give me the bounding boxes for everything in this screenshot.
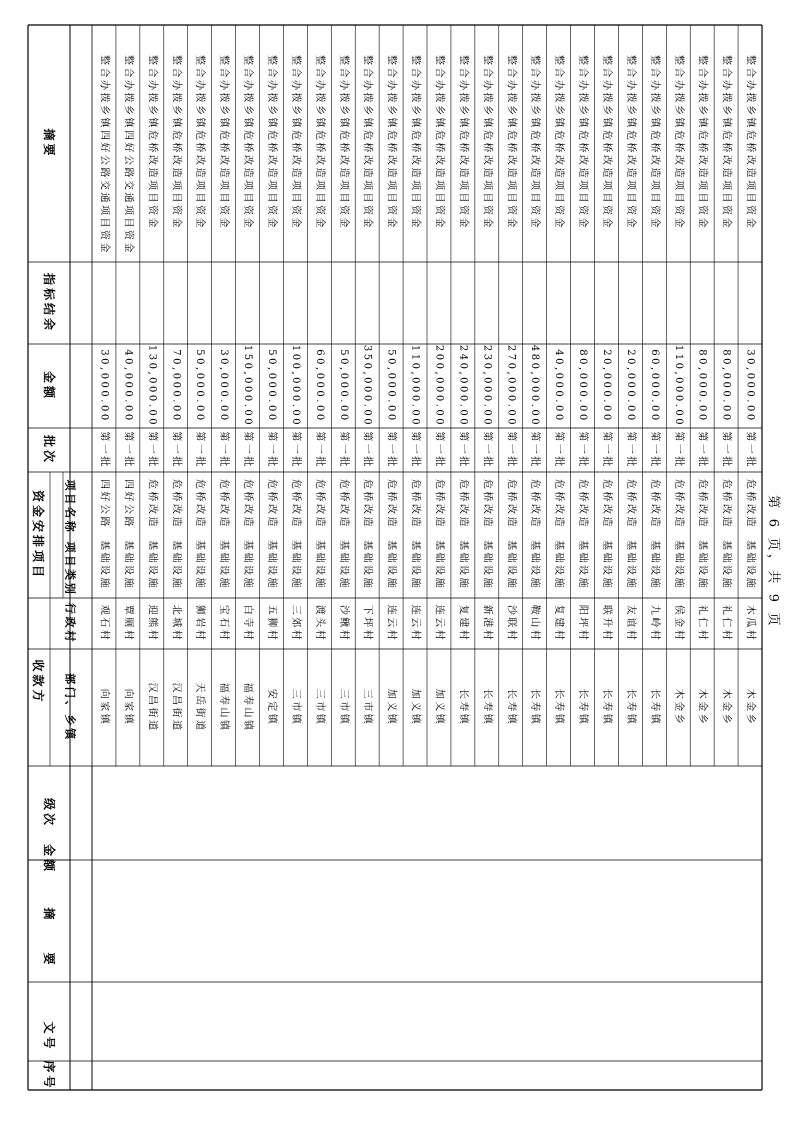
row-dept: 长寿镇 [577,688,589,727]
row-amount: 30,000.00 [98,349,110,423]
row-dept: 三市镇 [289,688,301,727]
header-project-type: 项目类别 [63,541,77,597]
row-project-name: 危桥改造 [529,479,541,529]
row-summary: 整合办拨乡镇危桥改造项目资金 [337,55,349,230]
row-project-type: 基础设施 [361,540,373,590]
row-amount: 40,000.00 [122,349,134,423]
row-amount: 70,000.00 [170,349,182,423]
row-amount: 80,000.00 [696,349,708,423]
row-project-name: 危桥改造 [194,479,206,529]
row-summary: 整合办拨乡镇危桥改造项目资金 [313,55,325,230]
row-batch: 第一批 [624,431,636,469]
row-dept: 加义镇 [385,688,397,727]
row-project-name: 危桥改造 [146,479,158,529]
row-village: 沙联村 [505,604,517,643]
row-amount: 20,000.00 [624,349,636,423]
row-project-name: 危桥改造 [648,479,660,529]
row-village: 连云村 [385,604,397,643]
row-dept: 木金乡 [696,688,708,727]
row-village: 九岭村 [648,604,660,643]
row-batch: 第一批 [553,431,565,469]
row-village: 渡头村 [313,604,325,643]
row-dept: 木金乡 [744,688,756,727]
row-village: 迎熊村 [146,604,158,643]
row-village: 沙鳅村 [337,604,349,643]
row-village: 礼仁村 [720,604,732,643]
row-summary: 整合办拨乡镇危桥改造项目资金 [744,55,756,230]
row-project-name: 危桥改造 [170,479,182,529]
header-doc-no: 文号 [42,1021,56,1052]
header-level: 级次 [42,797,56,829]
row-batch: 第一批 [744,431,756,469]
row-amount: 30,000.00 [744,349,756,423]
row-summary: 整合办拨乡镇危桥改造项目资金 [409,55,421,230]
row-amount: 150,000.00 [242,344,254,428]
row-amount: 270,000.00 [505,344,517,428]
header-summary: 摘要 [42,128,56,159]
row-project-type: 基础设施 [600,540,612,590]
row-summary: 整合办拨乡镇危桥改造项目资金 [577,55,589,230]
row-village: 友谊村 [624,604,636,643]
row-summary: 整合办拨乡镇危桥改造项目资金 [529,55,541,230]
page-footer: 第 6 页，共 9 页 [765,495,781,629]
row-dept: 加义镇 [409,688,421,727]
row-village: 联升村 [600,604,612,643]
row-dept: 三市镇 [337,688,349,727]
row-project-name: 危桥改造 [218,479,230,529]
row-amount: 30,000.00 [218,349,230,423]
row-amount: 20,000.00 [600,349,612,423]
row-dept: 长寿镇 [624,688,636,727]
row-amount: 40,000.00 [553,349,565,423]
row-village: 观石村 [98,604,110,643]
row-village: 狮岩村 [194,604,206,643]
row-project-type: 基础设施 [720,540,732,590]
row-batch: 第一批 [289,431,301,469]
row-summary: 整合办拨乡镇危桥改造项目资金 [624,55,636,230]
row-amount: 60,000.00 [648,349,660,423]
row-project-name: 危桥改造 [457,479,469,529]
row-project-name: 危桥改造 [744,479,756,529]
row-project-type: 基础设施 [146,540,158,590]
row-amount: 50,000.00 [265,349,277,423]
row-summary: 整合办拨乡镇四好公路交通项目资金 [122,55,134,255]
header-seq: 序号 [42,1060,56,1091]
row-batch: 第一批 [600,431,612,469]
row-project-type: 基础设施 [265,540,277,590]
header-payee: 收款方 [31,659,45,705]
row-project-type: 基础设施 [672,540,684,590]
row-amount: 50,000.00 [385,349,397,423]
row-dept: 加义镇 [433,688,445,727]
row-amount: 480,000.00 [529,344,541,428]
row-project-name: 四好公路 [98,479,110,529]
header-village: 行政村 [63,602,77,645]
row-dept: 长寿镇 [457,688,469,727]
row-project-type: 基础设施 [553,540,565,590]
header-amount: 金额 [42,370,56,402]
row-summary: 整合办拨乡镇危桥改造项目资金 [265,55,277,230]
row-village: 下坪村 [361,604,373,643]
row-village: 覃厕村 [122,604,134,643]
row-village: 阳坪村 [577,604,589,643]
row-project-name: 危桥改造 [505,479,517,529]
row-project-name: 危桥改造 [361,479,373,529]
row-summary: 整合办拨乡镇危桥改造项目资金 [289,55,301,230]
row-dept: 向家镇 [98,688,110,727]
row-batch: 第一批 [146,431,158,469]
row-project-name: 危桥改造 [433,479,445,529]
row-project-type: 基础设施 [744,540,756,590]
row-summary: 整合办拨乡镇危桥改造项目资金 [433,55,445,230]
header-dept: 部门、乡镇 [63,673,77,742]
row-dept: 三市镇 [313,688,325,727]
row-dept: 汉昌街道 [170,682,182,733]
row-amount: 50,000.00 [337,349,349,423]
row-project-type: 基础设施 [170,540,182,590]
row-project-name: 危桥改造 [720,479,732,529]
row-batch: 第一批 [337,431,349,469]
row-summary: 整合办拨乡镇危桥改造项目资金 [648,55,660,230]
row-batch: 第一批 [194,431,206,469]
row-village: 连云村 [433,604,445,643]
row-summary: 整合办拨乡镇危桥改造项目资金 [361,55,373,231]
row-batch: 第一批 [672,431,684,469]
row-project-type: 基础设施 [409,540,421,590]
row-batch: 第一批 [720,431,732,469]
row-dept: 长寿镇 [648,688,660,727]
row-batch: 第一批 [457,431,469,469]
row-project-type: 基础设施 [218,540,230,590]
row-dept: 汉昌街道 [146,682,158,733]
row-dept: 福寿山镇 [218,682,230,733]
row-summary: 整合办拨乡镇危桥改造项目资金 [194,55,206,231]
row-amount: 200,000.00 [433,344,445,428]
row-village: 侯金村 [672,604,684,643]
row-summary: 整合办拨乡镇危桥改造项目资金 [242,55,254,230]
row-summary: 整合办拨乡镇危桥改造项目资金 [385,55,397,231]
row-summary: 整合办拨乡镇危桥改造项目资金 [553,55,565,230]
row-village: 复建村 [553,604,565,643]
row-amount: 80,000.00 [720,349,732,423]
row-project-name: 危桥改造 [696,479,708,529]
row-batch: 第一批 [385,431,397,469]
row-dept: 安定镇 [265,688,277,727]
row-amount: 110,000.00 [409,344,421,428]
row-batch: 第一批 [696,431,708,469]
row-batch: 第一批 [481,431,493,469]
row-village: 鞍山村 [529,604,541,643]
row-project-type: 基础设施 [289,540,301,590]
row-project-type: 基础设施 [242,540,254,590]
row-project-type: 基础设施 [194,540,206,590]
row-summary: 整合办拨乡镇危桥改造项目资金 [672,55,684,230]
row-amount: 60,000.00 [313,349,325,423]
row-project-name: 危桥改造 [553,479,565,529]
row-project-type: 基础设施 [577,540,589,590]
row-batch: 第一批 [122,431,134,469]
row-amount: 110,000.00 [672,344,684,428]
row-project-name: 危桥改造 [337,479,349,529]
row-summary: 整合办拨乡镇危桥改造项目资金 [696,55,708,230]
row-batch: 第一批 [98,431,110,469]
row-village: 复建村 [457,604,469,643]
row-dept: 天岳街道 [194,682,206,733]
row-dept: 长寿镇 [481,688,493,727]
row-project-name: 危桥改造 [577,479,589,529]
row-project-name: 危桥改造 [672,479,684,529]
row-summary: 整合办拨乡镇危桥改造项目资金 [720,55,732,230]
row-project-type: 基础设施 [433,540,445,590]
row-dept: 长寿镇 [505,688,517,727]
row-dept: 向家镇 [122,688,134,727]
row-summary: 整合办拨乡镇危桥改造项目资金 [218,55,230,230]
row-amount: 50,000.00 [194,349,206,423]
row-project-name: 危桥改造 [409,479,421,529]
row-project-type: 基础设施 [313,540,325,590]
row-batch: 第一批 [218,431,230,469]
row-batch: 第一批 [529,431,541,469]
row-dept: 长寿镇 [600,688,612,727]
row-project-type: 基础设施 [457,540,469,590]
row-project-name: 危桥改造 [313,479,325,529]
row-summary: 整合办拨乡镇危桥改造项目资金 [505,55,517,230]
row-village: 三郊村 [289,604,301,643]
header-project-name: 项目名称 [63,479,77,535]
row-project-type: 基础设施 [529,540,541,590]
row-amount: 80,000.00 [577,349,589,423]
row-batch: 第一批 [433,431,445,469]
row-batch: 第一批 [313,431,325,469]
row-project-type: 基础设施 [505,540,517,590]
row-amount: 240,000.00 [457,344,469,428]
row-amount: 130,000.00 [146,344,158,428]
row-batch: 第一批 [242,431,254,469]
row-summary: 整合办拨乡镇危桥改造项目资金 [481,55,493,230]
row-summary: 整合办拨乡镇四好公路交通项目资金 [98,55,110,255]
row-project-name: 危桥改造 [265,479,277,529]
row-village: 礼仁村 [696,604,708,643]
row-village: 白寺村 [242,604,254,643]
row-amount: 230,000.00 [481,344,493,428]
row-dept: 木金乡 [720,688,732,727]
row-dept: 木金乡 [672,688,684,727]
row-batch: 第一批 [648,431,660,469]
row-dept: 福寿山镇 [242,682,254,733]
row-project-name: 四好公路 [122,479,134,529]
row-summary: 整合办拨乡镇危桥改造项目资金 [457,55,469,230]
row-project-type: 基础设施 [696,540,708,590]
row-project-type: 基础设施 [385,540,397,590]
row-project-type: 基础设施 [481,540,493,590]
row-village: 新港村 [481,604,493,643]
row-project-name: 危桥改造 [385,479,397,529]
row-project-name: 危桥改造 [242,479,254,529]
row-batch: 第一批 [577,431,589,469]
row-dept: 三市镇 [361,688,373,727]
row-village: 宝石村 [218,604,230,643]
header-balance: 指标结余 [42,272,56,334]
row-summary: 整合办拨乡镇危桥改造项目资金 [600,55,612,230]
row-batch: 第一批 [265,431,277,469]
row-project-type: 基础设施 [122,540,134,590]
row-project-name: 危桥改造 [289,479,301,529]
row-project-name: 危桥改造 [624,479,636,529]
row-amount: 350,000.00 [361,344,373,428]
row-village: 五狮村 [265,604,277,643]
row-village: 连云村 [409,604,421,643]
row-batch: 第一批 [505,431,517,469]
row-project-name: 危桥改造 [481,479,493,529]
row-project-type: 基础设施 [648,540,660,590]
row-project-type: 基础设施 [337,540,349,590]
row-summary: 整合办拨乡镇危桥改造项目资金 [146,55,158,230]
row-village: 木瓜村 [744,604,756,643]
row-batch: 第一批 [409,431,421,469]
row-village: 北城村 [170,604,182,643]
row-project-type: 基础设施 [98,540,110,590]
header-project: 资金安排项目 [31,489,45,581]
row-batch: 第一批 [361,431,373,469]
row-dept: 长寿镇 [553,688,565,727]
header-batch: 批次 [42,434,56,466]
row-project-type: 基础设施 [624,540,636,590]
row-amount: 100,000.00 [289,344,301,428]
row-project-name: 危桥改造 [600,479,612,529]
row-batch: 第一批 [170,431,182,469]
header-summary-left: 摘 要 [42,907,56,968]
row-dept: 长寿镇 [529,688,541,727]
header-amount-left: 金额 [42,843,56,875]
row-summary: 整合办拨乡镇危桥改造项目资金 [170,55,182,230]
